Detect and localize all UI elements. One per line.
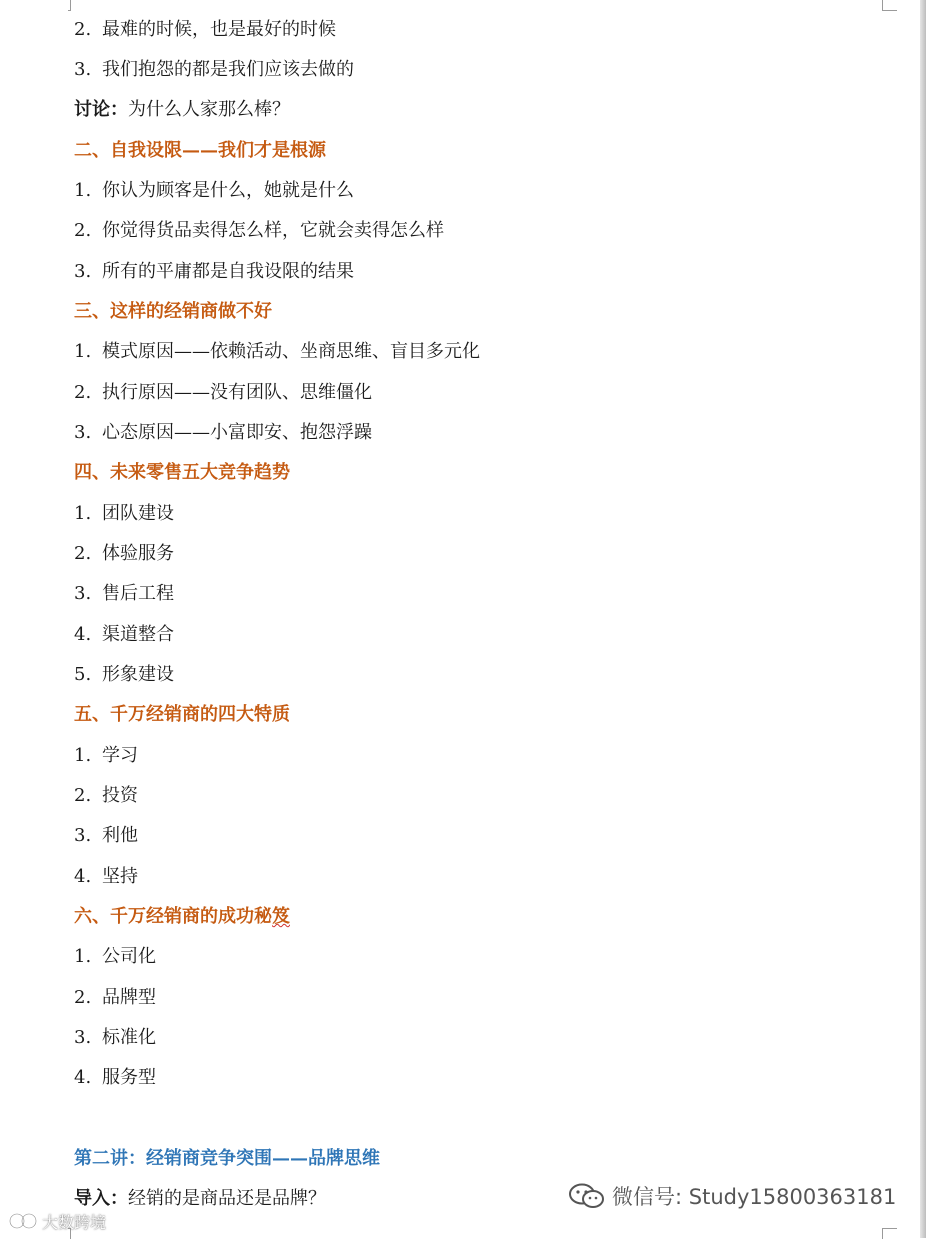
- section-heading-4: [74, 461, 290, 485]
- item-text: 体验服务: [102, 543, 174, 564]
- wechat-watermark: [568, 1180, 896, 1212]
- item-number: 4.: [74, 624, 92, 645]
- item-number: 3.: [74, 59, 92, 80]
- section-heading-5: [74, 703, 290, 727]
- crop-mark-top-left: [68, 0, 71, 11]
- item-text: 你认为顾客是什么，她就是什么: [102, 180, 354, 201]
- list-item: [74, 381, 372, 405]
- item-text: 所有的平庸都是自我设限的结果: [102, 261, 354, 282]
- item-text: 售后工程: [102, 583, 174, 604]
- section-heading-text: 四、未来零售五大竞争趋势: [74, 462, 290, 483]
- list-item: [74, 260, 354, 284]
- item-number: 5.: [74, 664, 92, 685]
- list-item: [74, 340, 480, 364]
- item-number: 2.: [74, 382, 92, 403]
- intro-line: [74, 1187, 326, 1211]
- item-number: 1.: [74, 503, 92, 524]
- site-watermark: [8, 1208, 106, 1234]
- discussion-label: 讨论：: [74, 99, 128, 120]
- wechat-icon: [568, 1182, 606, 1210]
- item-text: 最难的时候，也是最好的时候: [102, 19, 336, 40]
- item-number: 4.: [74, 866, 92, 887]
- crop-mark-bottom-right: [882, 1228, 897, 1239]
- section-heading-text: 六、千万经销商的成功秘: [74, 906, 272, 927]
- item-number: 1.: [74, 745, 92, 766]
- item-text: 服务型: [102, 1067, 156, 1088]
- item-text: 标准化: [102, 1027, 156, 1048]
- section-heading-6: [74, 905, 290, 929]
- item-text: 你觉得货品卖得怎么样，它就会卖得怎么样: [102, 220, 444, 241]
- site-watermark-text: 大数跨境: [42, 1212, 107, 1232]
- item-number: 2.: [74, 785, 92, 806]
- item-text: 学习: [102, 745, 138, 766]
- item-text: 坚持: [102, 866, 138, 887]
- list-item: [74, 986, 156, 1010]
- item-text: 执行原因——没有团队、思维僵化: [102, 382, 372, 403]
- list-item: [74, 421, 372, 445]
- item-text: 心态原因——小富即安、抱怨浮躁: [102, 422, 372, 443]
- item-number: 4.: [74, 1067, 92, 1088]
- item-number: 2.: [74, 19, 92, 40]
- list-item: [74, 582, 174, 606]
- item-number: 3.: [74, 422, 92, 443]
- list-item: [74, 945, 156, 969]
- item-number: 2.: [74, 987, 92, 1008]
- list-item: [74, 1026, 156, 1050]
- item-text: 公司化: [102, 946, 156, 967]
- list-item: [74, 219, 444, 243]
- list-item: [74, 623, 174, 647]
- crop-mark-top-right: [882, 0, 897, 11]
- list-item: [74, 542, 174, 566]
- item-text: 我们抱怨的都是我们应该去做的: [102, 59, 354, 80]
- list-item: [74, 865, 138, 889]
- section-heading-text: 三、这样的经销商做不好: [74, 301, 272, 322]
- item-number: 3.: [74, 261, 92, 282]
- spellcheck-word[interactable]: 笈: [272, 906, 290, 927]
- list-item: [74, 58, 354, 82]
- list-item: [74, 502, 174, 526]
- list-item: [74, 744, 138, 768]
- item-number: 1.: [74, 180, 92, 201]
- list-item: [74, 784, 138, 808]
- site-logo-icon: [8, 1210, 38, 1232]
- item-text: 形象建设: [102, 664, 174, 685]
- list-item: [74, 179, 354, 203]
- item-text: 利他: [102, 825, 138, 846]
- item-number: 1.: [74, 341, 92, 362]
- item-text: 渠道整合: [102, 624, 174, 645]
- item-text: 投资: [102, 785, 138, 806]
- discussion-text: 为什么人家那么棒？: [128, 99, 290, 120]
- discussion-line: [74, 98, 290, 122]
- item-text: 品牌型: [102, 987, 156, 1008]
- item-number: 3.: [74, 583, 92, 604]
- intro-label: 导入：: [74, 1188, 128, 1209]
- item-number: 1.: [74, 946, 92, 967]
- item-number: 2.: [74, 543, 92, 564]
- section-heading-2: [74, 139, 326, 163]
- list-item: [74, 663, 174, 687]
- section-heading-text: 五、千万经销商的四大特质: [74, 704, 290, 725]
- list-item: [74, 824, 138, 848]
- item-number: 3.: [74, 825, 92, 846]
- item-number: 3.: [74, 1027, 92, 1048]
- section-heading-text: 二、自我设限——我们才是根源: [74, 140, 326, 161]
- list-item: [74, 18, 336, 42]
- section-heading-3: [74, 300, 272, 324]
- list-item: [74, 1066, 156, 1090]
- page-edge-shadow: [920, 0, 926, 1238]
- lecture-heading: [74, 1147, 380, 1171]
- item-text: 团队建设: [102, 503, 174, 524]
- item-text: 模式原因——依赖活动、坐商思维、盲目多元化: [102, 341, 480, 362]
- wechat-watermark-text: 微信号: Study15800363181: [612, 1185, 897, 1209]
- intro-text: 经销的是商品还是品牌？: [128, 1188, 326, 1209]
- lecture-heading-text: 第二讲：经销商竞争突围——品牌思维: [74, 1148, 380, 1169]
- item-number: 2.: [74, 220, 92, 241]
